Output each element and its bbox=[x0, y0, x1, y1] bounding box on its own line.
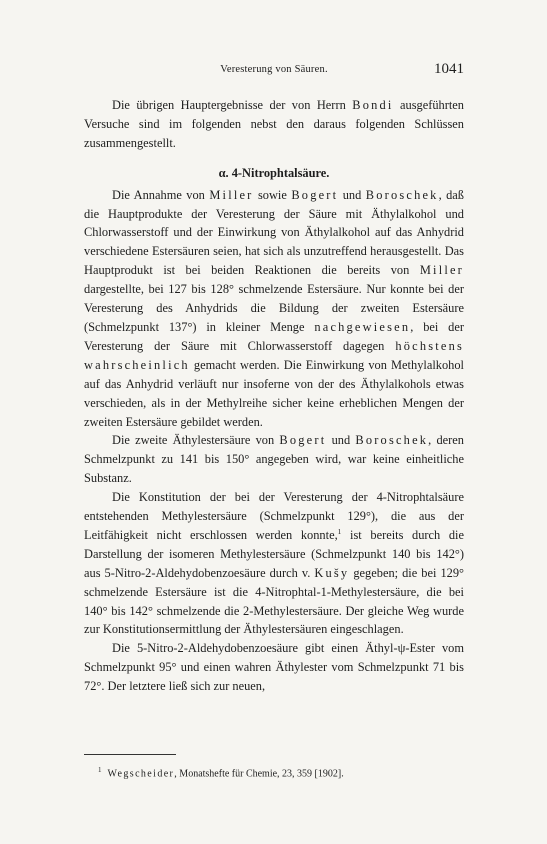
intro-paragraph: Die übrigen Hauptergebnisse der von Herrn Bondi ausgeführten Versuche sind im folgenden nebst den daraus folgenden Schlüssen zusammengestellt. bbox=[84, 98, 464, 150]
footnote-citation: , Monatshefte für Chemie, 23, 359 [1902]. bbox=[174, 768, 344, 780]
footnote-mark: 1 bbox=[98, 766, 102, 774]
author-name: Miller bbox=[419, 263, 464, 278]
page-number: 1041 bbox=[434, 61, 464, 77]
footnote-author: Wegscheider bbox=[107, 768, 175, 780]
author-name: Kušy bbox=[314, 565, 350, 580]
section-heading: α. 4-Nitrophtalsäure. bbox=[218, 165, 330, 180]
footnote-rule bbox=[84, 754, 176, 755]
page-header bbox=[84, 61, 464, 82]
footnote bbox=[84, 763, 464, 781]
footnote-reference: 1 bbox=[337, 526, 342, 536]
author-name: Bogert bbox=[279, 433, 327, 448]
author-name: Miller bbox=[209, 187, 254, 202]
emphasis: höchstens wahrscheinlich bbox=[84, 338, 464, 372]
author-name: Bondi bbox=[352, 98, 394, 112]
paragraph-3: Die Konstitution der bei der Veresterung der 4-Nitrophtalsäure entstehenden Methylestersäure (Schmelzpunkt 129°), die aus der Leitfähigkeit nicht erschlossen werden konnte,$^1$ ist bereits durch die Darstellung der isomeren Methylestersäure (Schmelzpunkt 140 bis 142°) aus 5-Nitro-2-Aldehydobenzoesäure durch v. Kušy gegeben; die bei 129° schmelzende Estersäure ist die 4-Nitrophtal-1-Methylestersäure, die bei 140° bis 142° schmelzende die 2-Methylestersäure. Der gleiche Weg wurde zur Konstitutionsermittlung der Äthylestersäuren eingeschlagen. bbox=[84, 490, 464, 637]
author-name: Bogert bbox=[291, 187, 339, 202]
author-name: Boroschek bbox=[365, 187, 439, 202]
running-title: Veresterung von Säuren. bbox=[220, 64, 328, 75]
author-name: Boroschek bbox=[355, 433, 429, 448]
paragraph-1: Die Annahme von Miller sowie Bogert und Boroschek, daß die Hauptprodukte der Veresterung der Säure mit Äthylalkohol und Chlorwasserstoff und der Einwirkung von Äthylalkohol auf das Anhydrid verschiedene Estersäuren seien, hat sich als unzutreffend herausgestellt. Das Hauptprodukt ist bei beiden Reaktionen die bereits von Miller dargestellte, bei 127 bis 128° schmelzende Estersäure. Nur konnte bei der Veresterung des Anhydrids die Bildung der zweiten Estersäure (Schmelzpunkt 137°) in kleiner Menge nachgewiesen, bei der Veresterung der Säure mit Chlorwasserstoff dagegen höchstens wahrscheinlich gemacht werden. Die Einwirkung von Methylalkohol auf das Anhydrid verläuft nur insoferne von der des Äthylalkohols etwas verschieden, als in der Methylreihe sicher keine erheblichen Mengen der zweiten Estersäure gebildet werden. bbox=[84, 187, 465, 429]
main-text bbox=[84, 96, 464, 696]
paragraph-4: Die 5-Nitro-2-Aldehydobenzoesäure gibt einen Äthyl-ψ-Ester vom Schmelzpunkt 95° und einen wahren Äthylester vom Schmelzpunkt 71 bis 72°. Der letztere ließ sich zur neuen, bbox=[84, 641, 464, 694]
emphasis: nachgewiesen bbox=[314, 319, 411, 334]
paragraph-2: Die zweite Äthylestersäure von Bogert und Boroschek, deren Schmelzpunkt zu 141 bis 150° angegeben wird, war keine einheitliche Substanz. bbox=[84, 433, 464, 486]
